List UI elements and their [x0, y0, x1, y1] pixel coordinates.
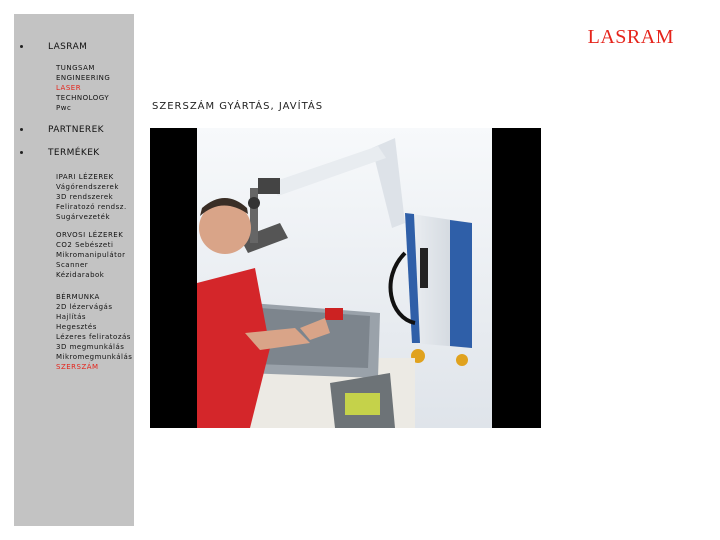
- ipari-lezerek-submenu: [56, 172, 127, 222]
- nav-item-label: LASRAM: [48, 42, 88, 52]
- submenu-item[interactable]: Sugárvezeték: [56, 213, 111, 221]
- submenu-item[interactable]: Pwc: [56, 104, 72, 112]
- submenu-item[interactable]: Hegesztés: [56, 323, 97, 331]
- nav-item-label: PARTNEREK: [48, 125, 104, 135]
- sidebar-nav: [14, 14, 134, 526]
- orvosi-lezerek-submenu: [56, 230, 126, 280]
- brand-logo-text: LASRAM: [587, 26, 674, 48]
- submenu-item[interactable]: Vágórendszerek: [56, 183, 119, 191]
- lasram-submenu: [56, 63, 110, 113]
- page-title: SZERSZÁM GYÁRTÁS, JAVÍTÁS: [152, 101, 324, 112]
- submenu-item[interactable]: Hajlítás: [56, 313, 87, 321]
- submenu-item[interactable]: Mikromanipulátor: [56, 251, 126, 259]
- laser-welding-machine-illustration: [150, 128, 541, 428]
- submenu-item[interactable]: TUNGSAM: [56, 64, 95, 72]
- submenu-item[interactable]: Lézeres feliratozás: [56, 333, 131, 341]
- bullet-icon: [20, 128, 23, 131]
- bermunka-submenu: [56, 292, 132, 372]
- submenu-item-active[interactable]: LASER: [56, 84, 82, 92]
- submenu-heading[interactable]: IPARI LÉZEREK: [56, 173, 114, 181]
- submenu-item[interactable]: 3D rendszerek: [56, 193, 114, 201]
- submenu-item[interactable]: Kézidarabok: [56, 271, 105, 279]
- submenu-item[interactable]: CO2 Sebészeti: [56, 241, 114, 249]
- submenu-item[interactable]: Scanner: [56, 261, 89, 269]
- submenu-item[interactable]: ENGINEERING: [56, 74, 111, 82]
- submenu-item-active[interactable]: SZERSZÁM: [56, 363, 99, 371]
- product-photo: [150, 128, 541, 428]
- submenu-item[interactable]: 3D megmunkálás: [56, 343, 125, 351]
- bullet-icon: [20, 45, 23, 48]
- nav-item-label: TERMÉKEK: [48, 148, 100, 158]
- bullet-icon: [20, 151, 23, 154]
- submenu-item[interactable]: Mikromegmunkálás: [56, 353, 133, 361]
- submenu-item[interactable]: Feliratozó rendsz.: [56, 203, 127, 211]
- submenu-item[interactable]: TECHNOLOGY: [56, 94, 110, 102]
- submenu-heading[interactable]: ORVOSI LÉZEREK: [56, 231, 124, 239]
- submenu-heading[interactable]: BÉRMUNKA: [56, 293, 100, 301]
- submenu-item[interactable]: 2D lézervágás: [56, 303, 113, 311]
